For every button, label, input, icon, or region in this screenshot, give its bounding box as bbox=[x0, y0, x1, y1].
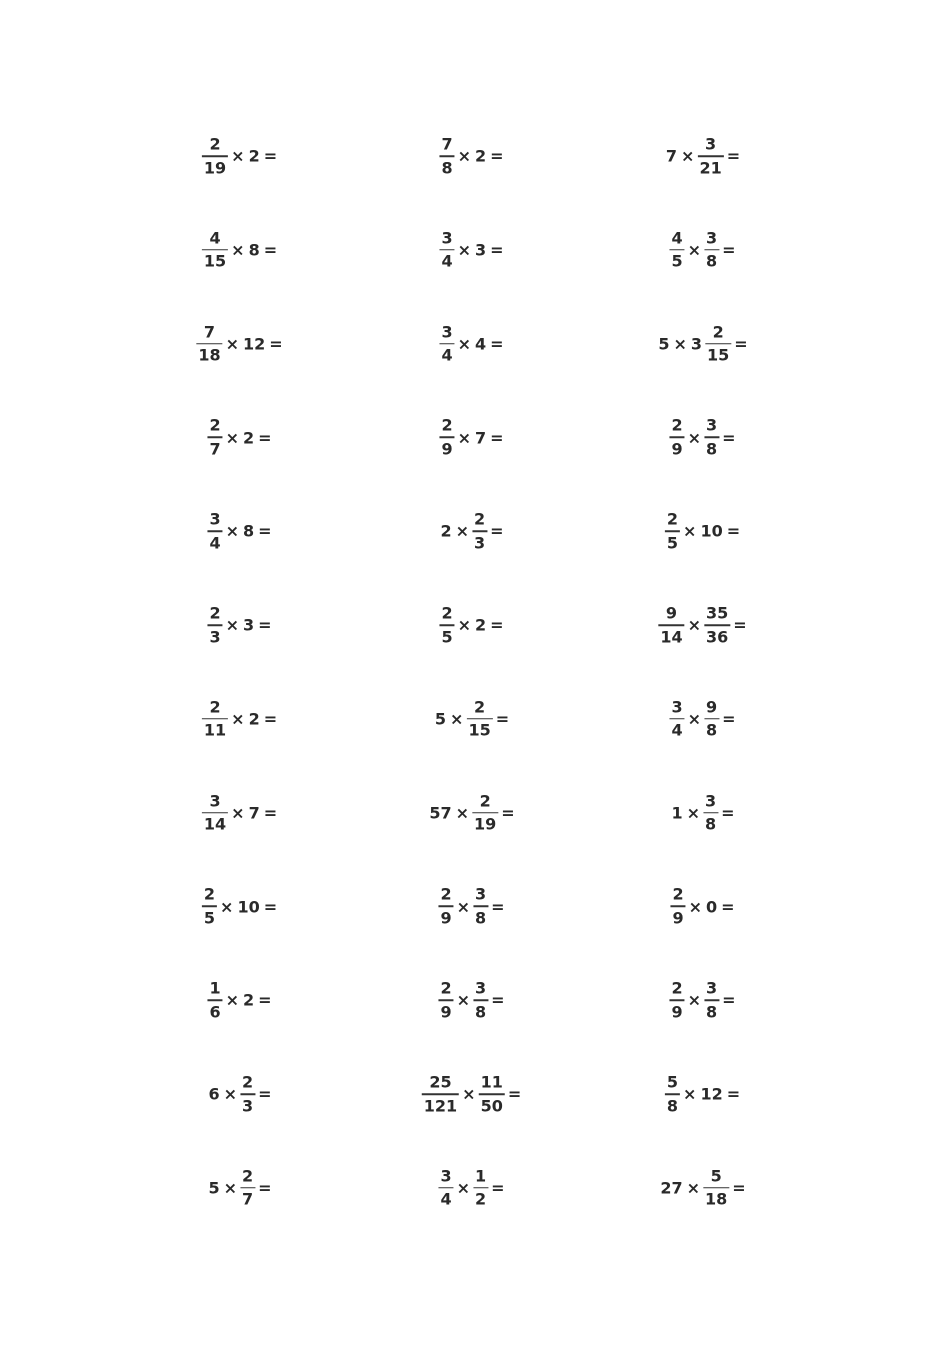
equals-sign: = bbox=[490, 427, 504, 447]
problem-1-3 bbox=[664, 136, 742, 176]
equals-sign: = bbox=[722, 240, 736, 260]
numerator: 9 bbox=[706, 697, 718, 717]
problem-4-1 bbox=[206, 415, 273, 459]
denominator: 8 bbox=[706, 1001, 718, 1021]
problem-5-3 bbox=[664, 511, 742, 551]
times-sign: × bbox=[686, 803, 700, 823]
whole-number: 2 bbox=[475, 146, 487, 166]
fraction bbox=[207, 980, 222, 1020]
equals-sign: = bbox=[258, 1178, 272, 1198]
fraction bbox=[202, 699, 228, 739]
fraction bbox=[472, 511, 487, 551]
equals-sign: = bbox=[726, 1084, 741, 1104]
times-sign: × bbox=[681, 146, 695, 166]
times-sign: × bbox=[683, 1084, 697, 1104]
times-sign: × bbox=[225, 427, 239, 447]
equals-sign: = bbox=[734, 334, 748, 354]
numerator: 2 bbox=[666, 509, 679, 529]
fraction bbox=[439, 136, 454, 176]
denominator: 9 bbox=[672, 908, 684, 928]
problem-4-2 bbox=[438, 415, 505, 459]
times-sign: × bbox=[223, 1178, 237, 1198]
numerator: 5 bbox=[666, 1072, 679, 1092]
denominator: 15 bbox=[707, 345, 730, 365]
whole-number: 3 bbox=[475, 240, 487, 260]
equals-sign: = bbox=[490, 521, 504, 541]
numerator: 3 bbox=[671, 697, 683, 717]
fraction bbox=[473, 1168, 488, 1208]
denominator: 9 bbox=[440, 1001, 452, 1021]
denominator: 3 bbox=[209, 626, 221, 646]
whole-number: 4 bbox=[475, 334, 487, 354]
equals-sign: = bbox=[258, 521, 272, 541]
problem-12-3 bbox=[658, 1168, 747, 1208]
denominator: 6 bbox=[209, 1001, 221, 1021]
times-sign: × bbox=[687, 990, 701, 1010]
whole-number: 2 bbox=[243, 427, 255, 447]
whole-number: 0 bbox=[706, 896, 718, 916]
problem-7-2 bbox=[433, 699, 511, 739]
denominator: 5 bbox=[666, 532, 679, 552]
fraction bbox=[703, 790, 718, 834]
equals-sign: = bbox=[491, 896, 505, 916]
numerator: 9 bbox=[665, 603, 678, 623]
problem-1-1 bbox=[201, 136, 279, 176]
whole-number: 3 bbox=[690, 334, 703, 354]
times-sign: × bbox=[456, 896, 470, 916]
numerator: 2 bbox=[209, 603, 221, 623]
whole-number: 12 bbox=[700, 1084, 723, 1104]
times-sign: × bbox=[231, 240, 245, 260]
denominator: 5 bbox=[203, 908, 216, 928]
times-sign: × bbox=[225, 521, 239, 541]
fraction bbox=[202, 884, 217, 928]
fraction bbox=[703, 1168, 729, 1208]
fraction bbox=[669, 980, 684, 1020]
times-sign: × bbox=[457, 240, 471, 260]
denominator: 5 bbox=[671, 251, 683, 271]
numerator: 2 bbox=[474, 509, 486, 529]
whole-number: 10 bbox=[237, 896, 260, 916]
problem-6-3 bbox=[657, 605, 748, 645]
denominator: 50 bbox=[480, 1095, 503, 1115]
denominator: 15 bbox=[468, 720, 491, 740]
problem-7-3 bbox=[668, 699, 737, 739]
problem-4-3 bbox=[668, 415, 737, 459]
problem-9-2 bbox=[437, 884, 506, 928]
fraction bbox=[196, 321, 222, 365]
problem-2-3 bbox=[668, 230, 737, 270]
numerator: 7 bbox=[441, 134, 453, 154]
equals-sign: = bbox=[721, 803, 735, 823]
problem-11-2 bbox=[421, 1074, 523, 1114]
equals-sign: = bbox=[263, 709, 278, 729]
times-sign: × bbox=[455, 803, 469, 823]
whole-number: 7 bbox=[665, 146, 678, 166]
denominator: 9 bbox=[440, 908, 452, 928]
times-sign: × bbox=[688, 896, 702, 916]
numerator: 2 bbox=[440, 884, 452, 904]
whole-number: 2 bbox=[243, 990, 255, 1010]
times-sign: × bbox=[456, 1178, 470, 1198]
numerator: 2 bbox=[441, 603, 453, 623]
times-sign: × bbox=[457, 427, 471, 447]
problem-5-1 bbox=[206, 511, 273, 551]
numerator: 5 bbox=[710, 1166, 722, 1186]
fraction bbox=[202, 230, 228, 270]
fraction bbox=[422, 1074, 459, 1114]
equals-sign: = bbox=[258, 427, 272, 447]
whole-number: 2 bbox=[248, 709, 260, 729]
numerator: 11 bbox=[480, 1072, 503, 1092]
equals-sign: = bbox=[722, 990, 736, 1010]
times-sign: × bbox=[462, 1084, 476, 1104]
numerator: 3 bbox=[705, 790, 717, 810]
equals-sign: = bbox=[263, 146, 278, 166]
denominator: 3 bbox=[474, 532, 486, 552]
numerator: 2 bbox=[474, 697, 486, 717]
denominator: 8 bbox=[706, 439, 718, 459]
fraction bbox=[207, 511, 222, 551]
problem-3-1 bbox=[195, 321, 284, 365]
whole-number: 7 bbox=[475, 427, 487, 447]
equals-sign: = bbox=[732, 1178, 746, 1198]
times-sign: × bbox=[686, 1178, 700, 1198]
fraction bbox=[704, 605, 730, 645]
times-sign: × bbox=[455, 521, 469, 541]
problem-2-1 bbox=[201, 230, 279, 270]
numerator: 35 bbox=[706, 603, 729, 623]
numerator: 3 bbox=[441, 321, 453, 341]
denominator: 8 bbox=[706, 251, 718, 271]
denominator: 21 bbox=[699, 157, 722, 177]
fraction bbox=[438, 884, 453, 928]
numerator: 3 bbox=[475, 884, 487, 904]
times-sign: × bbox=[457, 334, 471, 354]
problem-10-3 bbox=[668, 980, 737, 1020]
problem-11-3 bbox=[664, 1074, 742, 1114]
numerator: 2 bbox=[441, 415, 453, 435]
times-sign: × bbox=[687, 709, 701, 729]
denominator: 18 bbox=[705, 1189, 728, 1209]
equals-sign: = bbox=[491, 990, 505, 1010]
whole-number: 2 bbox=[475, 615, 487, 635]
equals-sign: = bbox=[721, 896, 735, 916]
problem-3-2 bbox=[438, 321, 505, 365]
times-sign: × bbox=[673, 334, 687, 354]
denominator: 19 bbox=[203, 157, 227, 177]
problem-12-2 bbox=[437, 1168, 506, 1208]
numerator: 3 bbox=[706, 978, 718, 998]
times-sign: × bbox=[687, 615, 701, 635]
numerator: 3 bbox=[706, 415, 718, 435]
numerator: 1 bbox=[475, 1166, 487, 1186]
fraction bbox=[439, 230, 454, 270]
denominator: 4 bbox=[441, 251, 453, 271]
equals-sign: = bbox=[269, 334, 283, 354]
fraction bbox=[704, 980, 719, 1020]
fraction bbox=[479, 1074, 505, 1114]
denominator: 14 bbox=[660, 626, 683, 646]
problem-3-3 bbox=[656, 321, 749, 365]
problem-10-1 bbox=[206, 980, 273, 1020]
equals-sign: = bbox=[491, 1178, 505, 1198]
numerator: 3 bbox=[705, 134, 717, 154]
fraction bbox=[207, 605, 222, 645]
fraction bbox=[439, 605, 454, 645]
whole-number: 8 bbox=[243, 521, 255, 541]
numerator: 3 bbox=[209, 509, 221, 529]
denominator: 4 bbox=[441, 345, 453, 365]
problem-1-2 bbox=[438, 136, 505, 176]
times-sign: × bbox=[231, 709, 245, 729]
equals-sign: = bbox=[263, 240, 278, 260]
equals-sign: = bbox=[490, 146, 504, 166]
denominator: 3 bbox=[242, 1095, 254, 1115]
fraction bbox=[202, 790, 228, 834]
times-sign: × bbox=[220, 896, 234, 916]
fraction bbox=[472, 790, 498, 834]
fraction bbox=[439, 321, 454, 365]
denominator: 19 bbox=[474, 814, 497, 834]
problem-6-1 bbox=[206, 605, 273, 645]
denominator: 4 bbox=[209, 532, 221, 552]
whole-number: 5 bbox=[434, 709, 447, 729]
equals-sign: = bbox=[263, 803, 278, 823]
denominator: 36 bbox=[706, 626, 729, 646]
fraction bbox=[669, 230, 684, 270]
numerator: 3 bbox=[209, 790, 221, 810]
fraction bbox=[658, 605, 684, 645]
times-sign: × bbox=[456, 990, 470, 1010]
whole-number: 2 bbox=[440, 521, 452, 541]
denominator: 8 bbox=[475, 1001, 487, 1021]
whole-number: 6 bbox=[208, 1084, 220, 1104]
whole-number: 3 bbox=[243, 615, 255, 635]
fraction bbox=[669, 699, 684, 739]
fraction bbox=[705, 321, 731, 365]
denominator: 5 bbox=[441, 626, 453, 646]
numerator: 4 bbox=[209, 228, 221, 248]
numerator: 2 bbox=[671, 978, 683, 998]
whole-number: 12 bbox=[243, 334, 266, 354]
fraction bbox=[669, 415, 684, 459]
fraction bbox=[704, 230, 719, 270]
numerator: 2 bbox=[671, 415, 683, 435]
whole-number: 5 bbox=[208, 1178, 220, 1198]
denominator: 4 bbox=[440, 1189, 452, 1209]
problem-11-1 bbox=[206, 1074, 273, 1114]
numerator: 2 bbox=[440, 978, 452, 998]
numerator: 2 bbox=[242, 1072, 254, 1092]
denominator: 121 bbox=[423, 1095, 458, 1115]
denominator: 14 bbox=[203, 814, 227, 834]
problem-2-2 bbox=[438, 230, 505, 270]
numerator: 2 bbox=[203, 884, 216, 904]
numerator: 2 bbox=[209, 134, 221, 154]
denominator: 2 bbox=[475, 1189, 487, 1209]
fraction bbox=[439, 415, 454, 459]
denominator: 7 bbox=[242, 1189, 254, 1209]
numerator: 2 bbox=[672, 884, 684, 904]
fraction bbox=[438, 1168, 453, 1208]
numerator: 1 bbox=[209, 978, 221, 998]
numerator: 7 bbox=[203, 321, 216, 341]
problem-10-2 bbox=[437, 980, 506, 1020]
denominator: 15 bbox=[203, 251, 227, 271]
numerator: 2 bbox=[209, 697, 221, 717]
times-sign: × bbox=[231, 146, 245, 166]
problem-9-1 bbox=[201, 884, 279, 928]
denominator: 8 bbox=[706, 720, 718, 740]
times-sign: × bbox=[225, 990, 239, 1010]
whole-number: 5 bbox=[658, 334, 670, 354]
problem-7-1 bbox=[201, 699, 279, 739]
fraction bbox=[473, 980, 488, 1020]
times-sign: × bbox=[683, 521, 697, 541]
denominator: 7 bbox=[209, 439, 221, 459]
numerator: 3 bbox=[441, 228, 453, 248]
numerator: 4 bbox=[671, 228, 683, 248]
fraction bbox=[202, 136, 228, 176]
numerator: 2 bbox=[209, 415, 221, 435]
fraction bbox=[466, 699, 492, 739]
numerator: 3 bbox=[706, 228, 718, 248]
fraction bbox=[207, 415, 222, 459]
problem-12-1 bbox=[206, 1168, 273, 1208]
equals-sign: = bbox=[263, 896, 278, 916]
times-sign: × bbox=[225, 334, 239, 354]
numerator: 3 bbox=[440, 1166, 452, 1186]
denominator: 8 bbox=[705, 814, 717, 834]
equals-sign: = bbox=[726, 146, 741, 166]
equals-sign: = bbox=[722, 427, 736, 447]
denominator: 9 bbox=[671, 1001, 683, 1021]
denominator: 11 bbox=[203, 720, 227, 740]
whole-number: 27 bbox=[660, 1178, 683, 1198]
whole-number: 8 bbox=[248, 240, 260, 260]
problem-5-2 bbox=[438, 511, 505, 551]
times-sign: × bbox=[231, 803, 245, 823]
fraction bbox=[438, 980, 453, 1020]
equals-sign: = bbox=[490, 615, 504, 635]
times-sign: × bbox=[457, 146, 471, 166]
whole-number: 1 bbox=[671, 803, 683, 823]
equals-sign: = bbox=[722, 709, 736, 729]
equals-sign: = bbox=[258, 1084, 272, 1104]
numerator: 2 bbox=[712, 321, 724, 341]
numerator: 2 bbox=[479, 790, 491, 810]
denominator: 9 bbox=[441, 439, 453, 459]
whole-number: 10 bbox=[700, 521, 723, 541]
fraction bbox=[670, 884, 685, 928]
numerator: 2 bbox=[242, 1166, 254, 1186]
fraction bbox=[665, 511, 680, 551]
fraction bbox=[697, 136, 723, 176]
equals-sign: = bbox=[495, 709, 510, 729]
times-sign: × bbox=[457, 615, 471, 635]
denominator: 8 bbox=[475, 908, 487, 928]
fraction bbox=[704, 415, 719, 459]
denominator: 4 bbox=[671, 720, 683, 740]
whole-number: 2 bbox=[248, 146, 260, 166]
times-sign: × bbox=[687, 240, 701, 260]
denominator: 8 bbox=[441, 157, 453, 177]
problem-8-1 bbox=[201, 790, 279, 834]
equals-sign: = bbox=[507, 1084, 522, 1104]
denominator: 9 bbox=[671, 439, 683, 459]
fraction bbox=[704, 699, 719, 739]
times-sign: × bbox=[225, 615, 239, 635]
problem-8-3 bbox=[669, 790, 736, 834]
numerator: 3 bbox=[475, 978, 487, 998]
times-sign: × bbox=[687, 427, 701, 447]
fraction bbox=[240, 1168, 255, 1208]
denominator: 8 bbox=[666, 1095, 679, 1115]
equals-sign: = bbox=[258, 615, 272, 635]
times-sign: × bbox=[223, 1084, 237, 1104]
equals-sign: = bbox=[733, 615, 747, 635]
problem-9-3 bbox=[669, 884, 736, 928]
equals-sign: = bbox=[258, 990, 272, 1010]
problem-8-2 bbox=[427, 790, 516, 834]
fraction bbox=[665, 1074, 680, 1114]
whole-number: 7 bbox=[248, 803, 260, 823]
times-sign: × bbox=[450, 709, 464, 729]
numerator: 25 bbox=[429, 1072, 452, 1092]
whole-number: 57 bbox=[429, 803, 452, 823]
problem-6-2 bbox=[438, 605, 505, 645]
denominator: 18 bbox=[198, 345, 221, 365]
equals-sign: = bbox=[501, 803, 515, 823]
equals-sign: = bbox=[490, 240, 504, 260]
equals-sign: = bbox=[726, 521, 741, 541]
fraction bbox=[473, 884, 488, 928]
fraction bbox=[240, 1074, 255, 1114]
equals-sign: = bbox=[490, 334, 504, 354]
